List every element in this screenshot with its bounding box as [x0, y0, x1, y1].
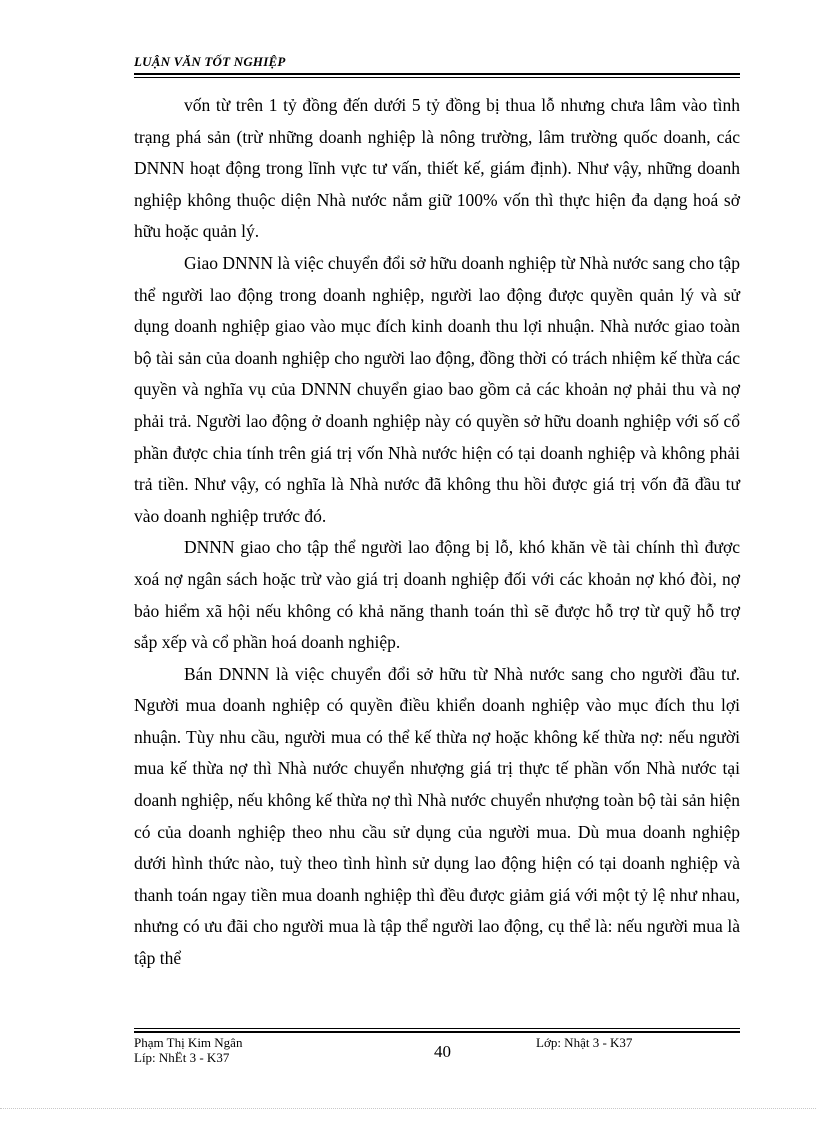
header-title: LUẬN VĂN TỐT NGHIỆP	[134, 54, 286, 69]
paragraph-4: Bán DNNN là việc chuyển đổi sở hữu từ Nhà nước sang cho người đầu tư. Người mua doanh nghiệp có quyền điều khiển doanh nghiệp vào mục đích thu lợi nhuận. Tùy nhu cầu, người mua có thể kế thừa nợ hoặc không kế thừa nợ: nếu người mua kế thừa nợ thì Nhà nước chuyển nhượng giá trị thực tế phần vốn Nhà nước tại doanh nghiệp, nếu không kế thừa nợ thì Nhà nước chuyển nhượng toàn bộ tài sản hiện có của doanh nghiệp theo nhu cầu sử dụng của người mua. Dù mua doanh nghiệp dưới hình thức nào, tuỳ theo tình hình sử dụng lao động hiện có tại doanh nghiệp và thanh toán ngay tiền mua doanh nghiệp thì đều được giảm giá với một tỷ lệ như nhau, nhưng có ưu đãi cho người mua là tập thể người lao động, cụ thể là: nếu người mua là tập thể	[134, 663, 740, 969]
footer-left	[134, 1035, 242, 1065]
footer-rule-thick	[134, 1031, 740, 1033]
page-footer	[134, 1028, 740, 1072]
footer-class-garbled: Líp: NhËt 3 - K37	[134, 1050, 230, 1065]
paragraph-3: DNNN giao cho tập thể người lao động bị lỗ, khó khăn về tài chính thì được xoá nợ ngân sách hoặc trừ vào giá trị doanh nghiệp đối với các khoản nợ khó đòi, nợ bảo hiểm xã hội nếu không có khả năng thanh toán thì sẽ được hỗ trợ từ quỹ hỗ trợ sắp xếp và cổ phần hoá doanh nghiệp.	[134, 537, 740, 653]
footer-class: Lớp: Nhật 3 - K37	[536, 1035, 633, 1050]
paragraph-2: Giao DNNN là việc chuyển đổi sở hữu doanh nghiệp từ Nhà nước sang cho tập thể người lao động trong doanh nghiệp, người lao động được quyền quản lý và sử dụng doanh nghiệp giao vào mục đích kinh doanh thu lợi nhuận. Nhà nước giao toàn bộ tài sản của doanh nghiệp cho người lao động, đồng thời có trách nhiệm kế thừa các quyền và nghĩa vụ của DNNN chuyển giao bao gồm cả các khoản nợ phải thu và nợ phải trả. Người lao động ở doanh nghiệp này có quyền sở hữu doanh nghiệp với số cổ phần được chia tính trên giá trị vốn Nhà nước hiện có tại doanh nghiệp và không phải trả tiền. Như vậy, có nghĩa là Nhà nước đã không thu hồi được giá trị vốn đã đầu tư vào doanh nghiệp trước đó.	[134, 252, 740, 526]
page-edge-divider	[0, 1108, 816, 1109]
header-rule-thick	[134, 73, 740, 75]
page-number: 40	[434, 1042, 451, 1061]
document-body	[134, 90, 740, 975]
header-rule-thin	[134, 77, 740, 78]
footer-author: Phạm Thị Kim Ngân	[134, 1035, 243, 1050]
paragraph-1: vốn từ trên 1 tỷ đồng đến dưới 5 tỷ đồng bị thua lỗ nhưng chưa lâm vào tình trạng phá sản (trừ những doanh nghiệp là nông trường, lâm trường quốc doanh, các DNNN hoạt động trong lĩnh vực tư vấn, thiết kế, giám định). Như vậy, những doanh nghiệp không thuộc diện Nhà nước nắm giữ 100% vốn thì thực hiện đa dạng hoá sở hữu hoặc quản lý.	[134, 95, 740, 242]
page-header	[134, 52, 740, 78]
footer-rule-thin	[134, 1028, 740, 1029]
